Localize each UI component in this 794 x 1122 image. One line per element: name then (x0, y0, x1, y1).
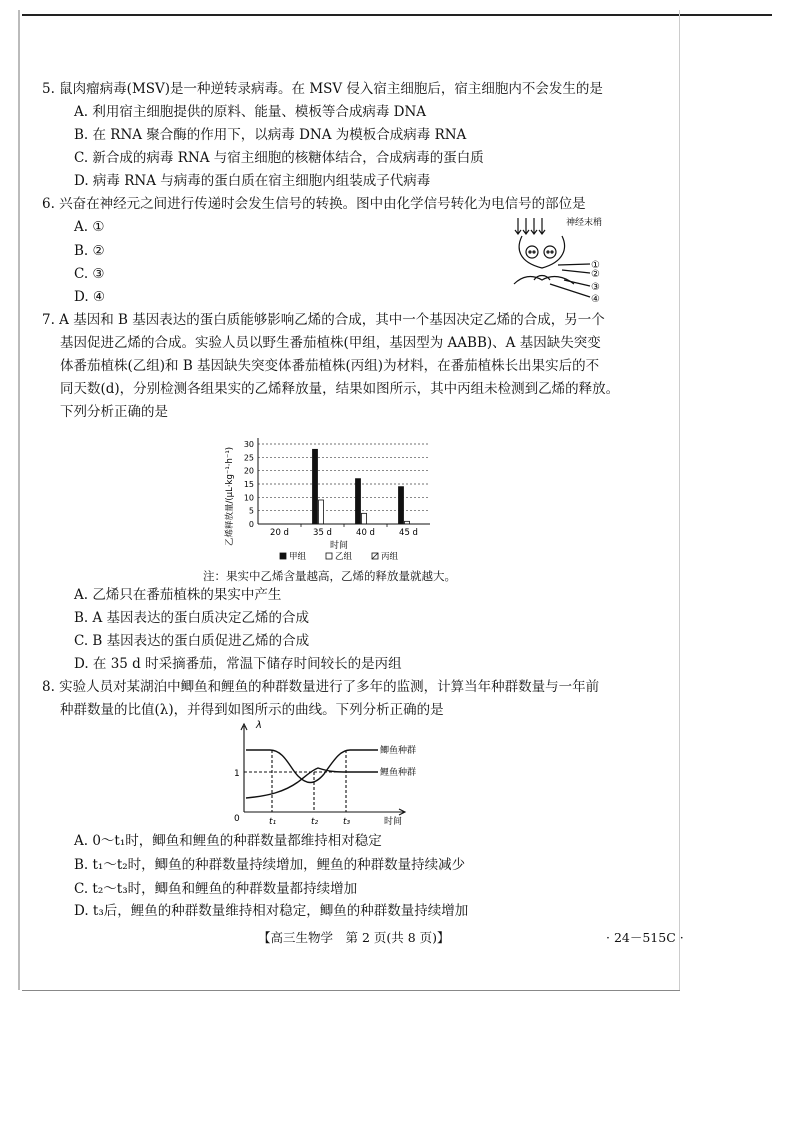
t3-label: t₃ (343, 817, 351, 827)
q7-stem-line-3: 体番茄植株(乙组)和 B 基因缺失突变体番茄植株(丙组)为材料，在番茄植株长出果实后的不 (60, 358, 600, 374)
q8-stem-line-1: 8. 实验人员对某湖泊中鲫鱼和鲤鱼的种群数量进行了多年的监测，计算当年种群数量与一年前 (42, 679, 600, 695)
chart-y-axis-label: 乙烯释放量/(μL·kg⁻¹·h⁻¹) (225, 446, 235, 546)
synapse-diagram (512, 214, 616, 306)
curve-label-1: 鲫鱼种群 (380, 746, 417, 756)
chart-x-axis-label: 时间 (329, 541, 349, 551)
bar-乙组-40 d (362, 513, 367, 524)
q7-stem-line-2: 基因促进乙烯的合成。实验人员以野生番茄植株(甲组，基因型为 AABB)、A 基因缺失突变 (60, 335, 601, 351)
q7-option-d: D. 在 35 d 时采摘番茄，常温下储存时间较长的是丙组 (74, 656, 402, 672)
y-tick-5: 5 (248, 506, 254, 516)
y-tick-0: 0 (248, 520, 254, 529)
q8-option-c: C. t₂～t₃时，鲫鱼和鲤鱼的种群数量都持续增加 (74, 881, 358, 897)
legend-swatch-甲组 (280, 553, 286, 559)
y-tick-15: 15 (243, 480, 254, 489)
q6-option-b: B. ② (74, 243, 105, 259)
legend-swatch-乙组 (326, 553, 332, 559)
lambda-curve-chart (228, 720, 468, 828)
q6-option-d: D. ④ (74, 289, 106, 305)
marker-3: ③ (591, 282, 600, 293)
curve-label-2: 鲤鱼种群 (380, 768, 417, 778)
time-axis-label: 时间 (384, 817, 403, 827)
lambda-axis-label: λ (256, 720, 262, 731)
q7-note: 注：果实中乙烯含量越高，乙烯的释放量就越大。 (203, 569, 456, 583)
q8-option-d: D. t₃后，鲤鱼的种群数量维持相对稳定，鲫鱼的种群数量持续增加 (74, 903, 469, 919)
q5-option-c: C. 新合成的病毒 RNA 与宿主细胞的核糖体结合，合成病毒的蛋白质 (74, 150, 484, 166)
marker-1: ① (591, 260, 600, 271)
t1-label: t₁ (269, 817, 277, 827)
q5-stem: 5. 鼠肉瘤病毒(MSV)是一种逆转录病毒。在 MSV 侵入宿主细胞后，宿主细胞内不会发生的是 (42, 81, 603, 97)
q6-option-c: C. ③ (74, 266, 105, 282)
q5-option-b: B. 在 RNA 聚合酶的作用下，以病毒 DNA 为模板合成病毒 RNA (74, 127, 467, 143)
legend-label-丙组: 丙组 (381, 552, 399, 562)
q7-stem-line-4: 同天数(d)，分别检测各组果实的乙烯释放量，结果如图所示，其中丙组未检测到乙烯的释放。 (60, 381, 620, 397)
y-tick-20: 20 (243, 466, 254, 476)
legend-label-甲组: 甲组 (289, 552, 307, 562)
scan-left-edge (18, 10, 20, 990)
q7-stem-line-1: 7. A 基因和 B 基因表达的蛋白质能够影响乙烯的合成，其中一个基因决定乙烯的合成，另一个 (42, 312, 605, 328)
ethylene-bar-chart (218, 420, 454, 566)
scan-top-edge (22, 14, 772, 16)
y-tick-25: 25 (243, 453, 254, 463)
q7-option-a: A. 乙烯只在番茄植株的果实中产生 (74, 587, 282, 603)
x-tick-20 d: 20 d (270, 528, 289, 538)
q8-stem-line-2: 种群数量的比值(λ)，并得到如图所示的曲线。下列分析正确的是 (60, 702, 444, 718)
y-tick-30: 30 (243, 440, 254, 449)
x-tick-35 d: 35 d (313, 528, 332, 538)
x-tick-45 d: 45 d (399, 528, 418, 538)
scan-bottom-edge (22, 990, 680, 991)
bar-甲组-40 d (356, 479, 361, 524)
footer-page-info: 【高三生物学 第 2 页(共 8 页)】 (258, 930, 450, 945)
q5-option-d: D. 病毒 RNA 与病毒的蛋白质在宿主细胞内组装成子代病毒 (74, 173, 431, 189)
q6-option-a: A. ① (74, 219, 105, 235)
q7-option-c: C. B 基因表达的蛋白质促进乙烯的合成 (74, 633, 310, 649)
y-tick-10: 10 (243, 493, 254, 503)
bar-甲组-45 d (399, 487, 404, 524)
scan-right-edge (679, 10, 680, 990)
bar-乙组-35 d (319, 500, 324, 524)
marker-2: ② (591, 269, 600, 280)
lambda-one-label: 1 (234, 769, 240, 779)
q5-option-a: A. 利用宿主细胞提供的原料、能量、模板等合成病毒 DNA (74, 104, 427, 120)
legend-label-乙组: 乙组 (335, 552, 353, 562)
nerve-ending-label: 神经末梢 (566, 218, 603, 228)
origin-label: 0 (234, 814, 240, 824)
t2-label: t₂ (311, 817, 319, 827)
x-tick-40 d: 40 d (356, 528, 375, 538)
q7-stem-line-5: 下列分析正确的是 (60, 404, 168, 420)
q8-option-a: A. 0～t₁时，鲫鱼和鲤鱼的种群数量都维持相对稳定 (74, 833, 382, 849)
footer-code: · 24－515C · (606, 930, 684, 945)
q6-stem: 6. 兴奋在神经元之间进行传递时会发生信号的转换。图中由化学信号转化为电信号的部位是 (42, 196, 586, 212)
q7-option-b: B. A 基因表达的蛋白质决定乙烯的合成 (74, 610, 310, 626)
marker-4: ④ (591, 294, 600, 305)
bar-甲组-35 d (313, 449, 318, 524)
q8-option-b: B. t₁～t₂时，鲫鱼的种群数量持续增加，鲤鱼的种群数量持续减少 (74, 857, 466, 873)
